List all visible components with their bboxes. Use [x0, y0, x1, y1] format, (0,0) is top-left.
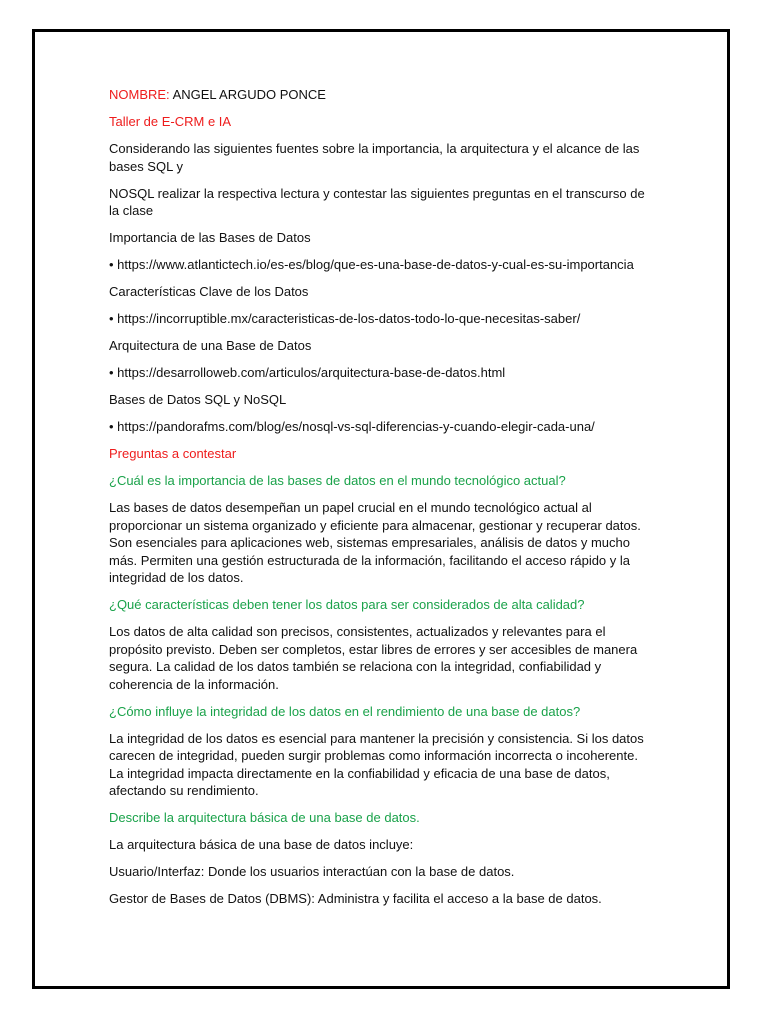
question: Describe la arquitectura básica de una base de datos.	[109, 810, 420, 825]
student-name-line	[109, 86, 654, 104]
source-title: Bases de Datos SQL y NoSQL	[109, 392, 287, 407]
source-url: • https://incorruptible.mx/caracteristicas-de-los-datos-todo-lo-que-necesitas-saber/	[109, 311, 581, 326]
intro-paragraph-2: NOSQL realizar la respectiva lectura y contestar las siguientes preguntas en el transcurso de la clase	[109, 185, 645, 218]
intro-paragraph-1: Considerando las siguientes fuentes sobre la importancia, la arquitectura y el alcance de las bases SQL y	[109, 141, 640, 174]
source-url: • https://pandorafms.com/blog/es/nosql-vs-sql-diferencias-y-cuando-elegir-cada-una/	[109, 419, 595, 434]
question: ¿Cómo influye la integridad de los datos en el rendimiento de una base de datos?	[109, 703, 581, 719]
architecture-item: Usuario/Interfaz: Donde los usuarios interactúan con la base de datos.	[109, 864, 515, 879]
document-body	[109, 86, 654, 917]
question: ¿Cuál es la importancia de las bases de datos en el mundo tecnológico actual?	[109, 473, 566, 488]
question: ¿Qué características deben tener los datos para ser considerados de alta calidad?	[109, 597, 585, 612]
workshop-title: Taller de E-CRM e IA	[109, 114, 232, 129]
source-url: • https://www.atlantictech.io/es-es/blog/que-es-una-base-de-datos-y-cual-es-su-importancia	[109, 257, 634, 272]
name-value: ANGEL ARGUDO PONCE	[172, 87, 326, 102]
answer: Las bases de datos desempeñan un papel crucial en el mundo tecnológico actual al proporcionar un sistema organizado y eficiente para almacenar, gestionar y recuperar datos. Son esenciales para aplicaciones web, sistemas empresariales, análisis de datos y mucho más. Permiten una gestión estructurada de la información, facilitando el acceso rápido y la integridad de los datos.	[109, 500, 641, 585]
source-title: Arquitectura de una Base de Datos	[109, 338, 312, 353]
questions-heading: Preguntas a contestar	[109, 446, 237, 461]
source-title: Características Clave de los Datos	[109, 284, 309, 299]
source-title: Importancia de las Bases de Datos	[109, 230, 311, 245]
answer: La arquitectura básica de una base de datos incluye:	[109, 837, 414, 852]
answer: Los datos de alta calidad son precisos, consistentes, actualizados y relevantes para el propósito previsto. Deben ser completos, estar libres de errores y ser accesibles de manera segura. La calidad de los datos también se relaciona con la integridad, confiabilidad y coherencia de la información.	[109, 624, 638, 692]
name-label: NOMBRE:	[109, 87, 170, 102]
source-url: • https://desarrolloweb.com/articulos/arquitectura-base-de-datos.html	[109, 365, 506, 380]
architecture-item: Gestor de Bases de Datos (DBMS): Administra y facilita el acceso a la base de datos.	[109, 891, 602, 906]
answer: La integridad de los datos es esencial para mantener la precisión y consistencia. Si los datos carecen de integridad, pueden surgir problemas como información incorrecta o incoherente. La integridad impacta directamente en la confiabilidad y eficacia de una base de datos, afectando su rendimiento.	[109, 730, 644, 798]
